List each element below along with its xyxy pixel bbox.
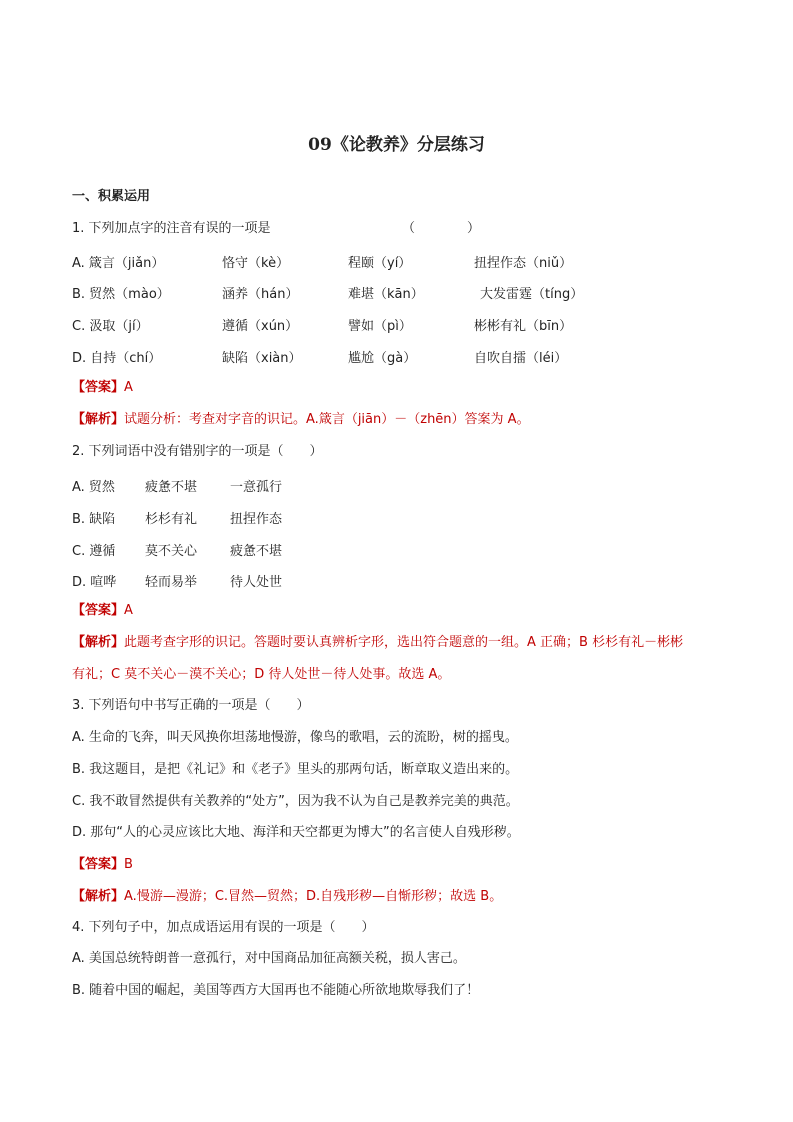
q2-analysis-line-1 xyxy=(72,635,683,651)
question-4-stem: 4. 下列句子中，加点成语运用有误的一项是（ ） xyxy=(72,920,375,935)
analysis-label: 【解析】 xyxy=(72,889,125,904)
q1-option-a-2: 恪守（kè） xyxy=(222,256,290,271)
q1-option-d-3: 尴尬（gà） xyxy=(348,351,417,366)
page-title: 09《论教养》分层练习 xyxy=(308,135,485,155)
q2-option-c-3: 疲惫不堪 xyxy=(230,544,283,559)
analysis-text: 此题考查字形的识记。答题时要认真辨析字形，选出符合题意的一组。A 正确；B 杉杉有礼－彬彬 xyxy=(124,635,684,650)
q3-answer xyxy=(72,857,133,873)
q1-option-b-2: 涵养（hán） xyxy=(222,287,299,302)
q2-option-c-1: C. 遵循 xyxy=(72,544,116,559)
q1-option-c-3: 譬如（pì） xyxy=(348,319,412,334)
q3-option-d: D. 那句“人的心灵应该比大地、海洋和天空都更为博大”的名言使人自残形秽。 xyxy=(72,825,520,840)
q4-option-a: A. 美国总统特朗普一意孤行，对中国商品加征高额关税，损人害己。 xyxy=(72,951,466,966)
q2-option-b-2: 杉杉有礼 xyxy=(145,512,198,527)
q1-answer xyxy=(72,380,133,396)
q1-option-a-4: 扭捏作态（niǔ） xyxy=(474,256,573,271)
q1-option-c-2: 遵循（xún） xyxy=(222,319,299,334)
q2-option-d-3: 待人处世 xyxy=(230,575,283,590)
q2-answer xyxy=(72,603,133,619)
q2-option-b-3: 扭捏作态 xyxy=(230,512,283,527)
q2-option-d-1: D. 喧哗 xyxy=(72,575,117,590)
q1-option-d-2: 缺陷（xiàn） xyxy=(222,351,302,366)
q1-option-a-3: 程颐（yí） xyxy=(348,256,412,271)
q1-option-d-1: D. 自持（chí） xyxy=(72,351,162,366)
q3-option-a: A. 生命的飞奔，叫天风换你坦荡地慢游，像鸟的歌唱，云的流盼，树的摇曳。 xyxy=(72,730,518,745)
question-1-text: 1. 下列加点字的注音有误的一项是 xyxy=(72,221,271,236)
answer-value: A xyxy=(124,380,133,395)
q2-option-d-2: 轻而易举 xyxy=(145,575,198,590)
q2-option-a-1: A. 贸然 xyxy=(72,480,115,495)
section-heading: 一、积累运用 xyxy=(72,189,151,204)
q4-option-b: B. 随着中国的崛起，美国等西方大国再也不能随心所欲地欺辱我们了！ xyxy=(72,983,480,998)
analysis-label: 【解析】 xyxy=(72,412,125,427)
answer-value: B xyxy=(124,857,133,872)
answer-label: 【答案】 xyxy=(72,857,125,872)
q1-option-c-4: 彬彬有礼（bīn） xyxy=(474,319,573,334)
question-1-stem xyxy=(72,221,481,237)
q1-option-b-3: 难堪（kān） xyxy=(348,287,424,302)
q3-option-c: C. 我不敢冒然提供有关教养的“处方”，因为我不认为自己是教养完美的典范。 xyxy=(72,794,519,809)
answer-parentheses: （ ） xyxy=(402,221,481,236)
q1-option-c-1: C. 汲取（jí） xyxy=(72,319,149,334)
q1-option-b-4: 大发雷霆（tíng） xyxy=(480,287,584,302)
q2-analysis-line-2: 有礼；C 莫不关心－漠不关心；D 待人处世－待人处事。故选 A。 xyxy=(72,667,451,682)
q1-option-d-4: 自吹自擂（léi） xyxy=(474,351,568,366)
analysis-text: 试题分析：考查对字音的识记。A.箴言（jiān）－（zhēn）答案为 A。 xyxy=(124,412,530,427)
answer-value: A xyxy=(124,603,133,618)
question-3-stem: 3. 下列语句中书写正确的一项是（ ） xyxy=(72,698,310,713)
answer-label: 【答案】 xyxy=(72,603,125,618)
q1-analysis xyxy=(72,412,530,428)
q3-analysis xyxy=(72,889,502,905)
q2-option-c-2: 莫不关心 xyxy=(145,544,198,559)
question-2-stem: 2. 下列词语中没有错别字的一项是（ ） xyxy=(72,444,323,459)
q1-option-b-1: B. 贸然（mào） xyxy=(72,287,170,302)
q1-option-a-1: A. 箴言（jiǎn） xyxy=(72,256,165,271)
q2-option-b-1: B. 缺陷 xyxy=(72,512,116,527)
analysis-text: A.慢游—漫游；C.冒然—贸然；D.自残形秽—自惭形秽；故选 B。 xyxy=(124,889,503,904)
q2-option-a-2: 疲惫不堪 xyxy=(145,480,198,495)
q3-option-b: B. 我这题目，是把《礼记》和《老子》里头的那两句话，断章取义造出来的。 xyxy=(72,762,519,777)
analysis-label: 【解析】 xyxy=(72,635,125,650)
answer-label: 【答案】 xyxy=(72,380,125,395)
q2-option-a-3: 一意孤行 xyxy=(230,480,283,495)
